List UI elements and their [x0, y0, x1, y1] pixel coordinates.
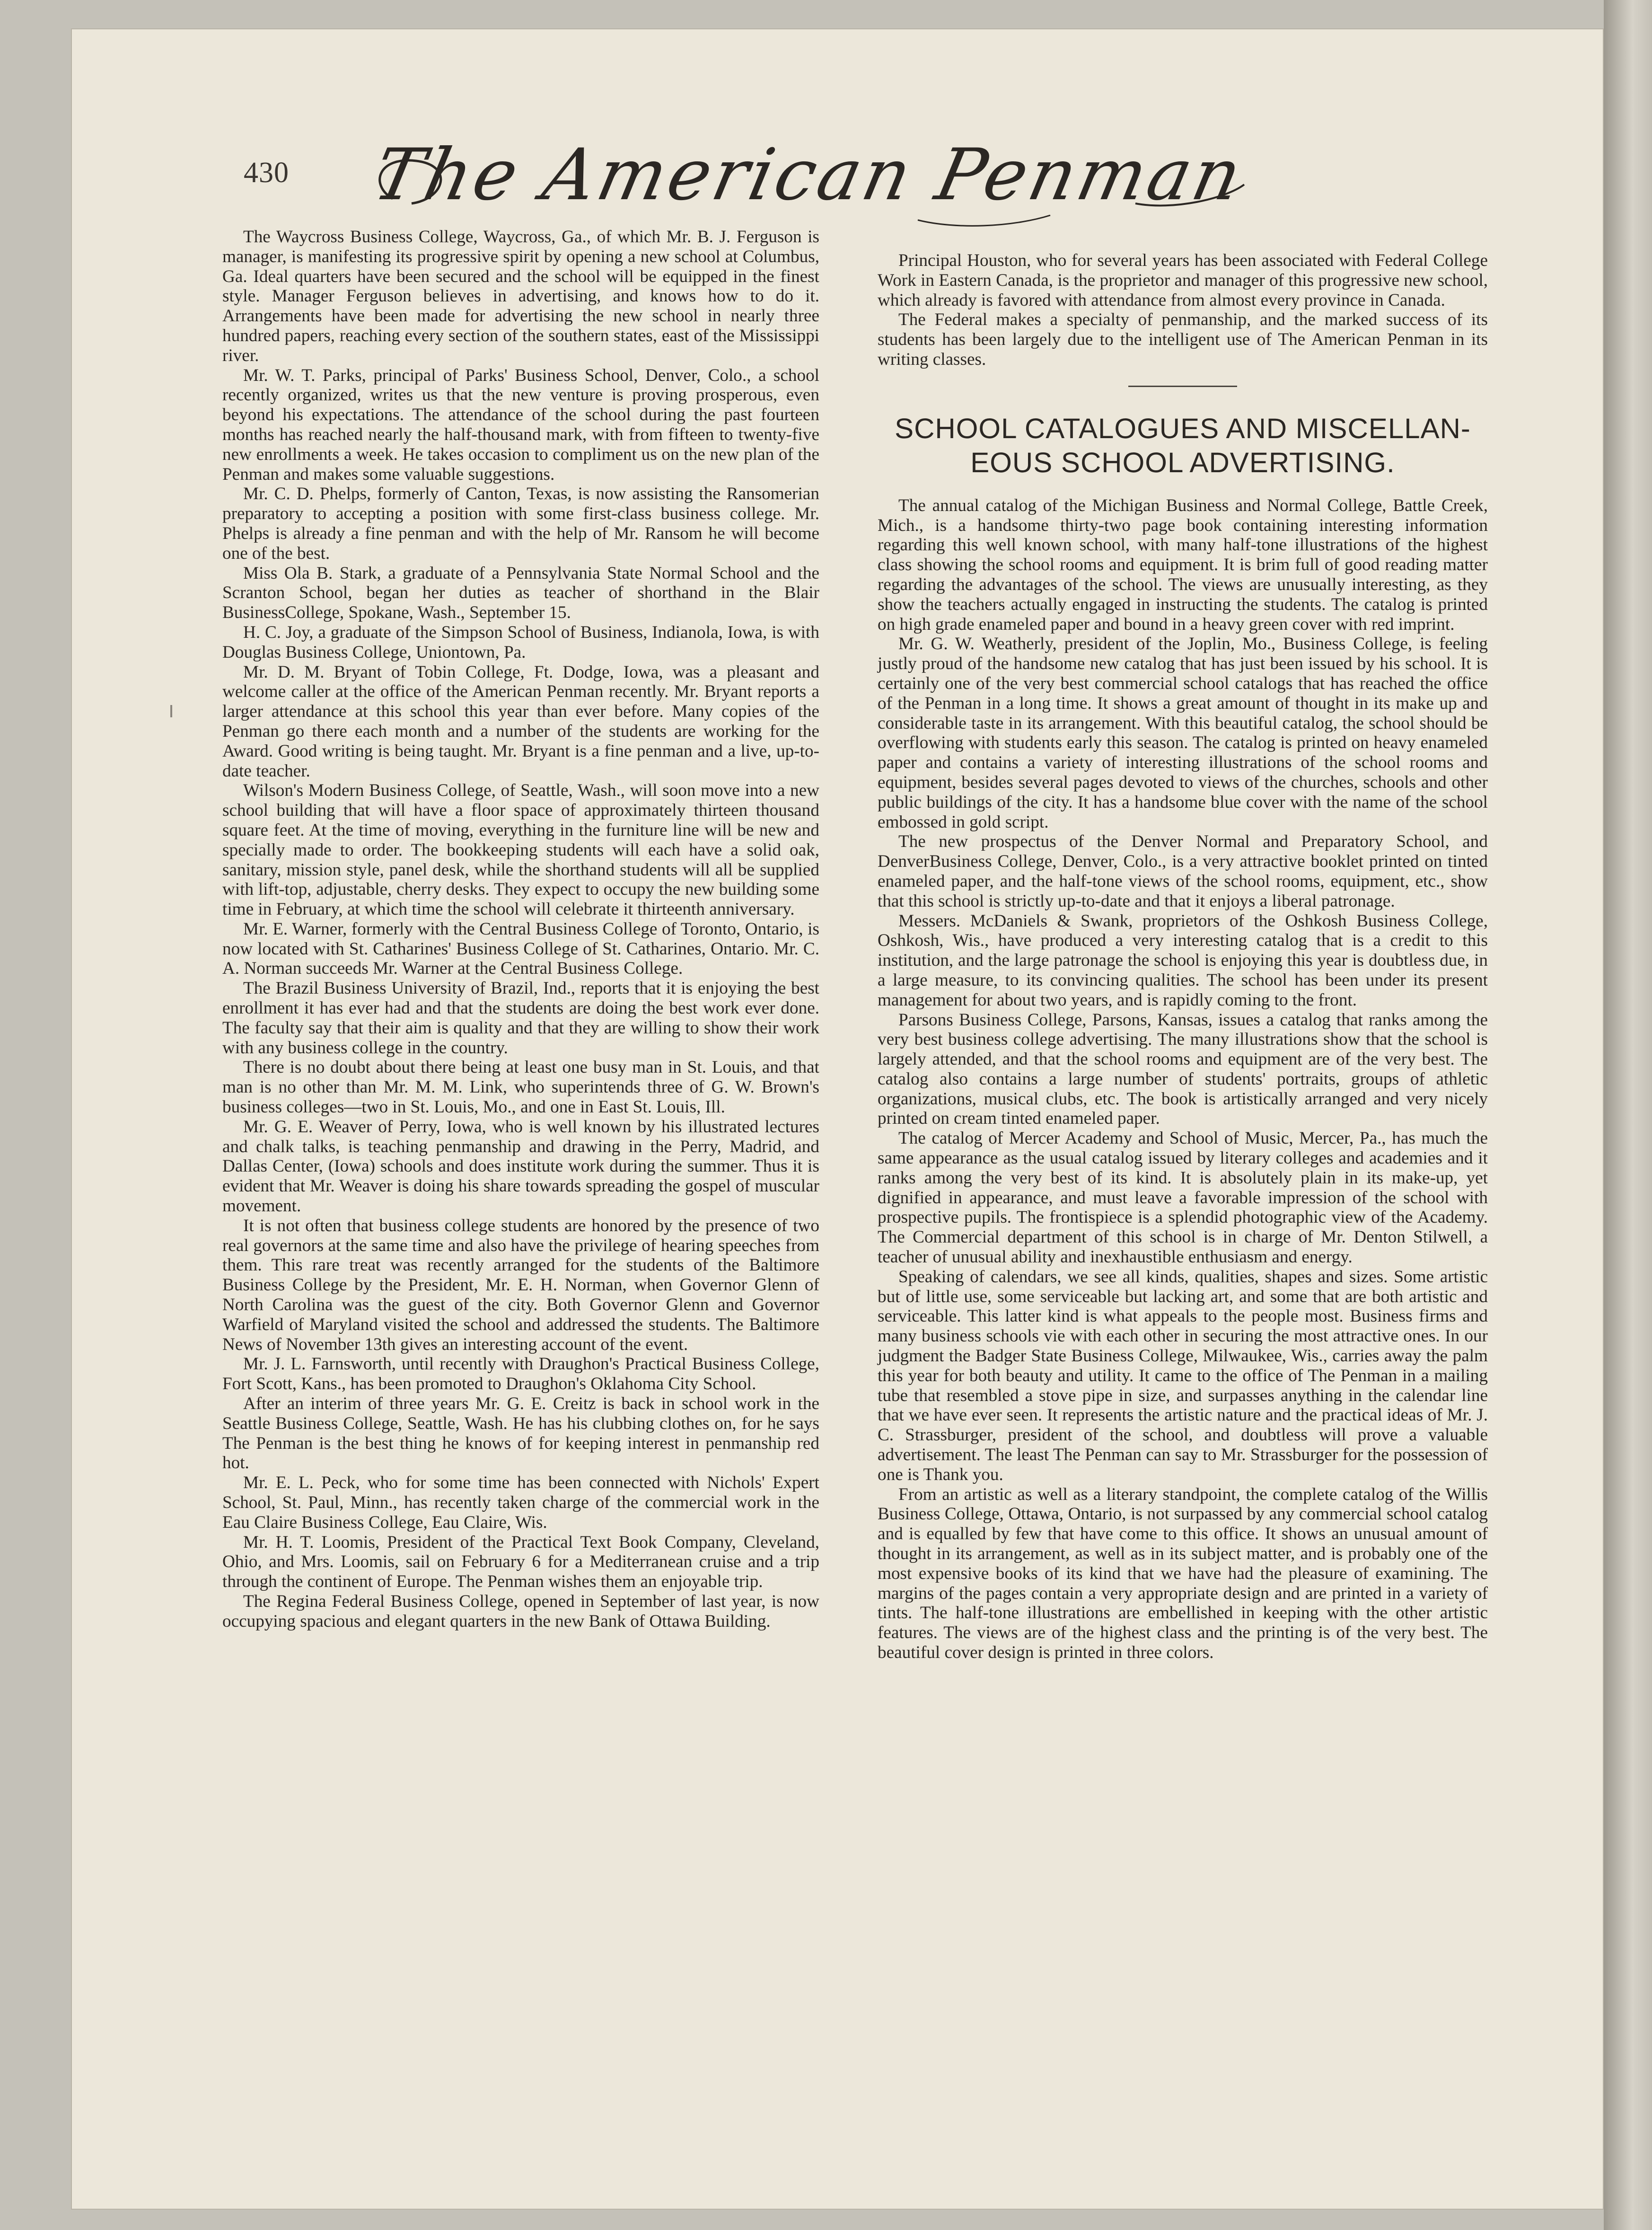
masthead — [360, 128, 1258, 237]
catalog-item: The annual catalog of the Michigan Business and Normal College, Battle Creek, Mich., is a handsome thirty-two page book containing interesting information regarding this well known school, with many half-tone illustrations of the highest class showing the school rooms and equipment. It is brim full of good reading matter regarding the advantages of the school. The views are unusually interesting, as they show the teachers actually engaged in instructing the students. The catalog is printed on high grade enameled paper and bound in a heavy green cover with red imprint. — [878, 495, 1488, 634]
news-item: Miss Ola B. Stark, a graduate of a Pennsylvania State Normal School and the Scranton School, began her duties as teacher of shorthand in the Blair BusinessCollege, Spokane, Wash., September 15. — [222, 563, 819, 623]
page-number: 430 — [244, 157, 289, 189]
catalog-item: Speaking of calendars, we see all kinds, qualities, shapes and sizes. Some artistic but of little use, some serviceable but lacking art, and some that are both artistic and serviceable. This latter kind is what appeals to the people most. Business firms and many business schools vie with each other in securing the most attractive ones. In our judgment the Badger State Business College, Milwaukee, Wis., carries away the palm this year for both beauty and utility. It came to the office of The Penman in a mailing tube that resembled a stove pipe in size, and surpasses anything in the calendar line that we have ever seen. It represents the artistic nature and the practical ideas of Mr. J. C. Strassburger, president of the school, and doubtless will prove a valuable advertisement. The least The Penman can say to Mr. Strassburger for the possession of one is Thank you. — [878, 1267, 1488, 1484]
right-column — [878, 227, 1488, 1663]
news-item: Mr. E. L. Peck, who for some time has been connected with Nichols' Expert School, St. Paul, Minn., has recently taken charge of the commercial work in the Eau Claire Business College, Eau Claire, Wis. — [222, 1473, 819, 1532]
news-item: Mr. D. M. Bryant of Tobin College, Ft. Dodge, Iowa, was a pleasant and welcome caller at the office of the American Penman recently. Mr. Bryant reports a larger attendance at this school this year than ever before. Many copies of the Penman go there each month and a number of the students are working for the Award. Good writing is being taught. Mr. Bryant is a fine penman and a live, up-to-date teacher. — [222, 662, 819, 781]
catalog-item: Messers. McDaniels & Swank, proprietors of the Oshkosh Business College, Oshkosh, Wis., have produced a very interesting catalog that is a credit to this institution, and the large patronage the school is enjoying this year is doubtless due, in a large measure, to its convincing qualities. The school has been under its present management for about two years, and is rapidly coming to the front. — [878, 911, 1488, 1010]
news-item: The Brazil Business University of Brazil, Ind., reports that it is enjoying the best enrollment it has ever had and that the students are doing the best work ever done. The faculty say that their aim is quality and that they are willing to show their work with any business college in the country. — [222, 978, 819, 1058]
news-item: Mr. J. L. Farnsworth, until recently with Draughon's Practical Business College, Fort Scott, Kans., has been promoted to Draughon's Oklahoma City School. — [222, 1354, 819, 1394]
section-divider — [1128, 386, 1237, 387]
margin-mark — [170, 705, 172, 717]
catalog-item: The new prospectus of the Denver Normal and Preparatory School, and DenverBusiness College, Denver, Colo., is a very attractive booklet printed on tinted enameled paper, and the half-tone views of the school rooms, equipment, etc., show that this school is strictly up-to-date and that it enjoys a liberal patronage. — [878, 832, 1488, 911]
masthead-title: The American Penman — [367, 134, 1251, 216]
news-item: After an interim of three years Mr. G. E. Creitz is back in school work in the Seattle Business College, Seattle, Wash. He has his clubbing clothes on, for he says The Penman is the best thing he knows of for keeping interest in penmanship red hot. — [222, 1394, 819, 1473]
news-item: There is no doubt about there being at least one busy man in St. Louis, and that man is no other than Mr. M. M. Link, who superintends three of G. W. Brown's business colleges—two in St. Louis, Mo., and one in East St. Louis, Ill. — [222, 1058, 819, 1117]
news-item: It is not often that business college students are honored by the presence of two real governors at the same time and also have the privilege of hearing speeches from them. This rare treat was recently arranged for the students of the Baltimore Business College by the President, Mr. E. H. Norman, when Governor Glenn of North Carolina was the guest of the city. Both Governor Glenn and Governor Warfield of Maryland visited the school and addressed the students. The Baltimore News of November 13th gives an interesting account of the event. — [222, 1216, 819, 1354]
catalog-item: From an artistic as well as a literary standpoint, the complete catalog of the Willis Business College, Ottawa, Ontario, is not surpassed by any commercial school catalog and is equalled by few that have come to this office. It shows an unusual amount of thought in its arrangement, as well as in its subject matter, and is probably one of the most expensive books of its kind that we have had the pleasure of examining. The margins of the pages contain a very appropriate design and are printed in a variety of tints. The half-tone illustrations are embellished in keeping with the other artistic features. The views are of the highest class and the printing is of the very best. The beautiful cover design is printed in three colors. — [878, 1484, 1488, 1662]
news-item: Mr. E. Warner, formerly with the Central Business College of Toronto, Ontario, is now located with St. Catharines' Business College of St. Catharines, Ontario. Mr. C. A. Norman succeeds Mr. Warner at the Central Business College. — [222, 919, 819, 978]
news-item: The Waycross Business College, Waycross, Ga., of which Mr. B. J. Ferguson is manager, is manifesting its progressive spirit by opening a new school at Columbus, Ga. Ideal quarters have been secured and the school will be equipped in the finest style. Manager Ferguson believes in advertising, and knows how to do it. Arrangements have been made for advertising the new school in nearly three hundred papers, reaching every section of the southern states, east of the Mississippi river. — [222, 227, 819, 365]
catalog-item: The catalog of Mercer Academy and School of Music, Mercer, Pa., has much the same appearance as the usual catalog issued by literary colleges and academies and it ranks among the very best of its kind. It is absolutely plain in its make-up, yet dignified in appearance, and must leave a favorable impression of the school with prospective pupils. The frontispiece is a splendid photographic view of the Academy. The Commercial department of this school is in charge of Mr. Denton Stilwell, a teacher of unusual ability and inexhaustible enthusiasm and energy. — [878, 1128, 1488, 1267]
section-heading-line: EOUS SCHOOL ADVERTISING. — [970, 446, 1395, 478]
binding-edge — [1604, 0, 1652, 2230]
news-item: H. C. Joy, a graduate of the Simpson School of Business, Indianola, Iowa, is with Douglas Business College, Uniontown, Pa. — [222, 622, 819, 662]
news-item: The Federal makes a specialty of penmanship, and the marked success of its students has been largely due to the intelligent use of The American Penman in its writing classes. — [878, 310, 1488, 369]
section-heading — [878, 412, 1488, 480]
section-heading-line: SCHOOL CATALOGUES AND MISCELLAN- — [895, 412, 1471, 444]
news-item: Mr. G. E. Weaver of Perry, Iowa, who is well known by his illustrated lectures and chalk talks, is teaching penmanship and drawing in the Perry, Madrid, and Dallas Center, (Iowa) schools and does institute work during the summer. Thus it is evident that Mr. Weaver is doing his share towards spreading the gospel of muscular movement. — [222, 1117, 819, 1216]
news-item: Mr. C. D. Phelps, formerly of Canton, Texas, is now assisting the Ransomerian preparatory to accepting a position with some first-class business college. Mr. Phelps is already a fine penman and with the help of Mr. Ransom he will become one of the best. — [222, 484, 819, 563]
news-item: Mr. H. T. Loomis, President of the Practical Text Book Company, Cleveland, Ohio, and Mrs. Loomis, sail on February 6 for a Mediterranean cruise and a trip through the continent of Europe. The Penman wishes them an enjoyable trip. — [222, 1532, 819, 1592]
news-item: Wilson's Modern Business College, of Seattle, Wash., will soon move into a new school building that will have a floor space of approximately thirteen thousand square feet. At the time of moving, everything in the furniture line will be new and specially made to order. The bookkeeping students will each have a solid oak, sanitary, mission style, panel desk, while the shorthand students will all be supplied with lift-top, adjustable, cherry desks. They expect to occupy the new building some time in February, at which time the school will celebrate it thirteenth anniversary. — [222, 781, 819, 919]
news-item: The Regina Federal Business College, opened in September of last year, is now occupying spacious and elegant quarters in the new Bank of Ottawa Building. — [222, 1591, 819, 1631]
left-column — [222, 227, 819, 1631]
news-item: Principal Houston, who for several years has been associated with Federal College Work in Eastern Canada, is the proprietor and manager of this progressive new school, which already is favored with attendance from almost every province in Canada. — [878, 251, 1488, 310]
news-item: Mr. W. T. Parks, principal of Parks' Business School, Denver, Colo., a school recently organized, writes us that the new venture is proving prosperous, even beyond his expectations. The attendance of the school during the past fourteen months has reached nearly the half-thousand mark, with from fifteen to twenty-five new enrollments a week. He takes occasion to compliment us on the new plan of the Penman and makes some valuable suggestions. — [222, 365, 819, 484]
catalog-item: Parsons Business College, Parsons, Kansas, issues a catalog that ranks among the very best business college advertising. The many illustrations show that the school is largely attended, and that the school rooms and equipment are of the very best. The catalog also contains a large number of students' portraits, groups of athletic organizations, musical clubs, etc. The book is artistically arranged and very nicely printed on cream tinted enameled paper. — [878, 1010, 1488, 1128]
catalog-item: Mr. G. W. Weatherly, president of the Joplin, Mo., Business College, is feeling justly proud of the handsome new catalog that has just been issued by his school. It is certainly one of the very best commercial school catalogs that has reached the office of the Penman in a long time. It shows a great amount of thought in its make up and considerable taste in its arrangement. With this beautiful catalog, the school should be overflowing with students early this season. The catalog is printed on heavy enameled paper and contains a variety of interesting illustrations of the school rooms and equipment, besides several pages devoted to views of the churches, schools and other public buildings of the city. It has a handsome blue cover with the name of the school embossed in gold script. — [878, 634, 1488, 832]
